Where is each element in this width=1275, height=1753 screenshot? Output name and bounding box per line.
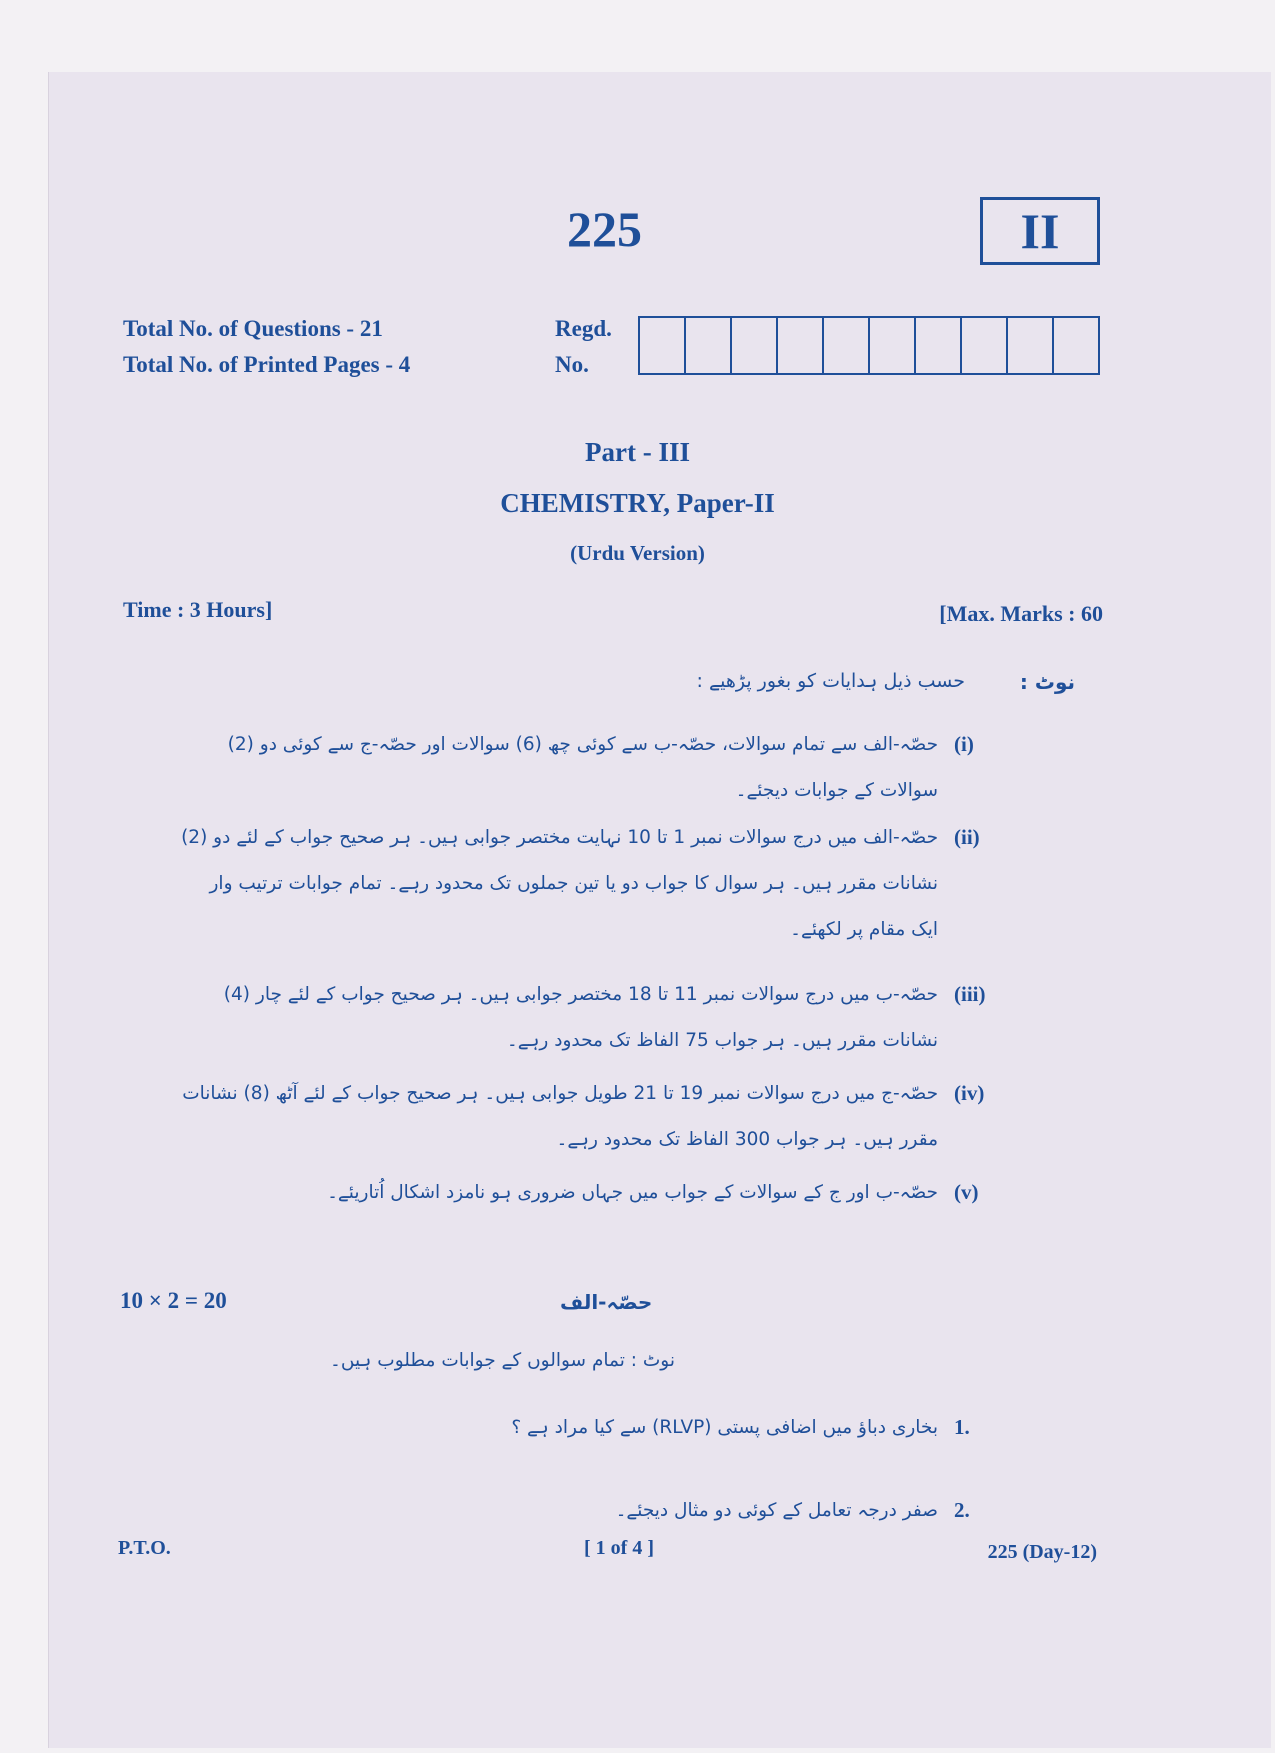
regd-digit-box[interactable] [686,318,732,373]
total-questions: Total No. of Questions - 21 [123,316,383,341]
regd-digit-box[interactable] [1008,318,1054,373]
instruction-number: (v) [954,1180,979,1204]
instructions-heading: حسب ذیل ہدایات کو بغور پڑھیے : [696,670,965,692]
regd-digit-box[interactable] [732,318,778,373]
regd-digit-box[interactable] [870,318,916,373]
instruction-number: (i) [954,732,974,756]
version-title: (Urdu Version) [570,541,705,565]
exam-time: Time : 3 Hours] [123,597,273,622]
instruction-number: (iv) [954,1081,985,1105]
registration-number-grid[interactable] [638,316,1100,375]
note-label: نوٹ : [1019,670,1075,694]
question-number: 2. [954,1498,970,1522]
regd-digit-box[interactable] [1054,318,1098,373]
regd-digit-box[interactable] [778,318,824,373]
question-text: بخاری دباؤ میں اضافی پستی (RLVP) سے کیا مراد ہے ؟ [511,1417,938,1438]
subject-title: CHEMISTRY, Paper-II [500,488,775,518]
instruction-text: حصّہ-الف سے تمام سوالات، حصّہ-ب سے کوئی چھ (6) سوالات اور حصّہ-ج سے کوئی دو (2) سوالات کے جوابات دیجئے۔ [227,734,938,801]
set-number-box [980,197,1100,265]
total-pages: Total No. of Printed Pages - 4 [123,352,411,377]
instruction-text: حصّہ-الف میں درج سوالات نمبر 1 تا 10 نہایت مختصر جوابی ہیں۔ ہر صحیح جواب کے لئے دو (2) نشانات مقرر ہیں۔ ہر سوال کا جواب دو یا تین جملوں تک محدود رہے۔ تمام جوابات ترتیب وار ایک مقام پر لکھئے۔ [181,827,938,940]
instruction-number: (iii) [954,982,986,1006]
regd-digit-box[interactable] [916,318,962,373]
instruction-text: حصّہ-ب میں درج سوالات نمبر 11 تا 18 مختصر جوابی ہیں۔ ہر صحیح جواب کے لئے چار (4) نشانات مقرر ہیں۔ ہر جواب 75 الفاظ تک محدود رہے۔ [223,984,938,1051]
max-marks: [Max. Marks : 60 [939,601,1103,626]
section-a-marks: 10 × 2 = 20 [120,1288,227,1313]
regd-label-line1: Regd. [555,316,612,341]
instruction-number: (ii) [954,825,980,849]
footer-pto: P.T.O. [118,1537,171,1559]
section-a-note: نوٹ : تمام سوالوں کے جوابات مطلوب ہیں۔ [330,1350,675,1371]
question-number: 1. [954,1415,970,1439]
footer-paper-code: 225 (Day-12) [987,1541,1097,1563]
part-title: Part - III [585,437,690,467]
regd-label-line2: No. [555,352,589,377]
regd-digit-box[interactable] [640,318,686,373]
regd-digit-box[interactable] [962,318,1008,373]
question-text: صفر درجہ تعامل کے کوئی دو مثال دیجئے۔ [615,1500,938,1521]
paper-code: 225 [567,201,642,257]
regd-digit-box[interactable] [824,318,870,373]
section-a-title: حصّہ-الف [560,1290,653,1314]
footer-page-number: [ 1 of 4 ] [584,1537,654,1559]
set-number: II [1020,203,1060,259]
instruction-text: حصّہ-ب اور ج کے سوالات کے جواب میں جہاں ضروری ہو نامزد اشکال اُتاریئے۔ [327,1182,938,1203]
instruction-text: حصّہ-ج میں درج سوالات نمبر 19 تا 21 طویل جوابی ہیں۔ ہر صحیح جواب کے لئے آٹھ (8) نشانات مقرر ہیں۔ ہر جواب 300 الفاظ تک محدود رہے۔ [182,1083,938,1150]
